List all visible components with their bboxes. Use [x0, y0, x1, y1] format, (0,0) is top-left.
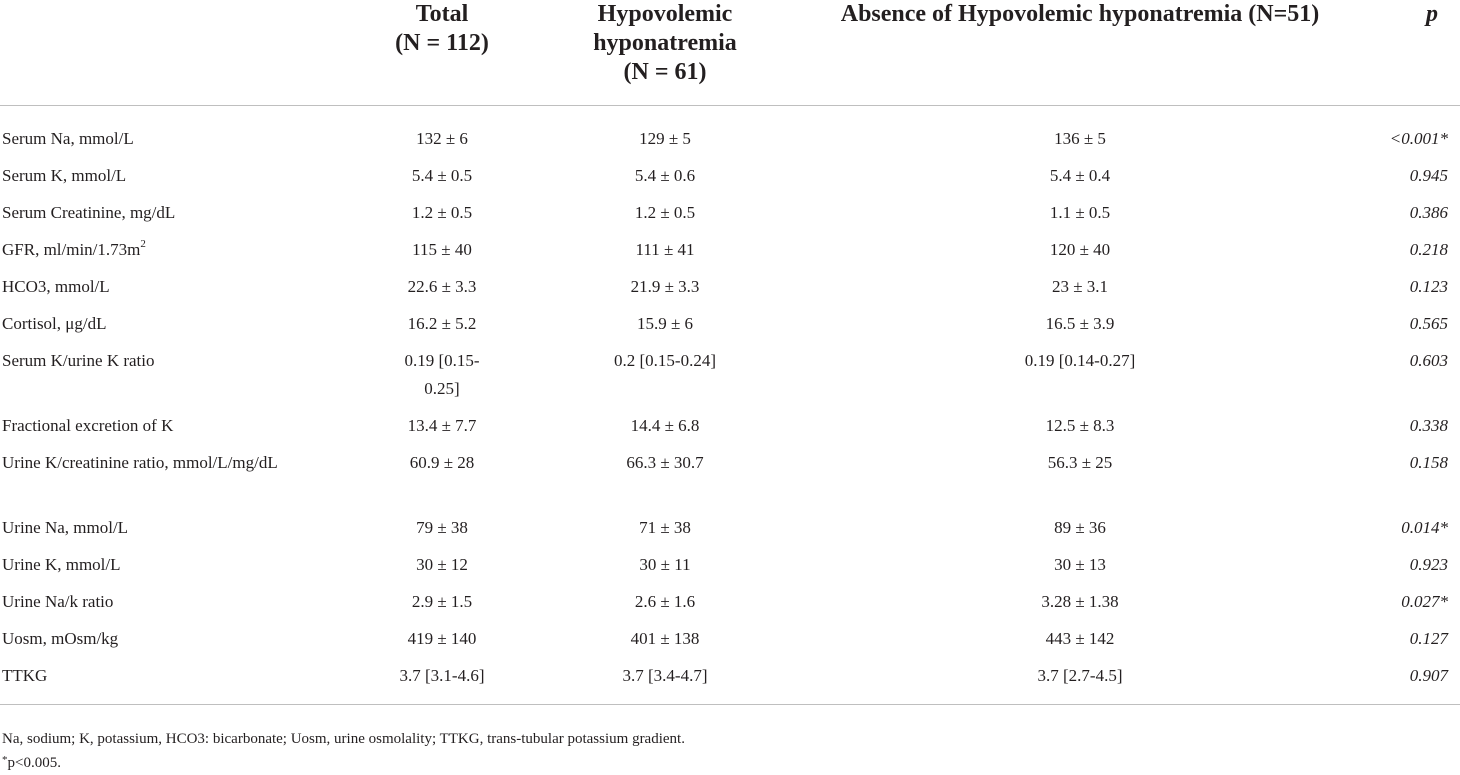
cell-total — [342, 449, 542, 514]
cell-hypovolemic-value: 5.4 ± 0.6 — [634, 166, 696, 185]
cell-total — [342, 199, 542, 236]
row-label — [0, 199, 342, 236]
table-row — [0, 310, 1460, 347]
cell-total-value: 3.7 [3.1-4.6] — [399, 666, 485, 685]
header-row — [0, 0, 1460, 106]
cell-absence — [788, 273, 1372, 310]
table-row — [0, 273, 1460, 310]
table-row — [0, 199, 1460, 236]
cell-p-value: 0.218 — [1409, 240, 1448, 259]
header-absence: Absence of Hypovolemic hyponatremia (N=51) — [788, 0, 1372, 106]
header-total-n: (N = 112) — [395, 30, 489, 56]
cell-total-value: 419 ± 140 — [407, 629, 477, 648]
table-row — [0, 412, 1460, 449]
cell-absence — [788, 162, 1372, 199]
row-label — [0, 662, 342, 705]
cell-absence-value: 3.7 [2.7-4.5] — [1037, 666, 1123, 685]
cell-total — [342, 662, 542, 705]
row-label — [0, 310, 342, 347]
row-label — [0, 625, 342, 662]
row-label-text: Cortisol, μg/dL — [2, 314, 107, 333]
cell-absence — [788, 106, 1372, 163]
cell-p-value: <0.001* — [1389, 129, 1448, 148]
cell-hypovolemic-value: 111 ± 41 — [635, 240, 695, 259]
cell-hypovolemic — [542, 273, 788, 310]
cell-total — [342, 162, 542, 199]
cell-absence — [788, 625, 1372, 662]
table-row — [0, 162, 1460, 199]
cell-hypovolemic-value: 15.9 ± 6 — [636, 314, 694, 333]
row-label-text: TTKG — [2, 666, 48, 685]
cell-total-value: 2.9 ± 1.5 — [411, 592, 473, 611]
cell-hypovolemic-value: 401 ± 138 — [630, 629, 700, 648]
table-row — [0, 551, 1460, 588]
cell-absence — [788, 662, 1372, 705]
cell-absence-value: 136 ± 5 — [1054, 129, 1106, 148]
row-label-text: GFR, ml/min/1.73m — [2, 240, 141, 259]
cell-absence — [788, 310, 1372, 347]
cell-total — [342, 347, 542, 412]
cell-absence-value: 0.19 [0.14-0.27] — [1024, 351, 1136, 370]
cell-p-value: 0.014* — [1401, 518, 1448, 537]
table-header — [0, 0, 1460, 106]
cell-p-value: 0.158 — [1409, 453, 1448, 472]
cell-absence-value: 23 ± 3.1 — [1051, 277, 1109, 296]
table-row — [0, 106, 1460, 163]
row-label — [0, 236, 342, 273]
row-label — [0, 551, 342, 588]
cell-total-value: 115 ± 40 — [412, 240, 472, 259]
table-row — [0, 588, 1460, 625]
cell-hypovolemic-value: 0.2 [0.15-0.24] — [614, 351, 716, 370]
cell-p-value: 0.923 — [1409, 555, 1448, 574]
cell-absence-value: 5.4 ± 0.4 — [1049, 166, 1111, 185]
row-label-text: Uosm, mOsm/kg — [2, 629, 119, 648]
cell-p-value: 0.386 — [1409, 203, 1448, 222]
row-label — [0, 514, 342, 551]
row-label — [0, 588, 342, 625]
row-label-text: Urine K, mmol/L — [2, 555, 121, 574]
table-row — [0, 449, 1460, 514]
table-footnotes — [2, 727, 685, 775]
cell-absence — [788, 514, 1372, 551]
row-label-superscript: 2 — [140, 238, 146, 251]
cell-absence-value: 89 ± 36 — [1054, 518, 1106, 537]
cell-hypovolemic — [542, 162, 788, 199]
cell-hypovolemic-value: 129 ± 5 — [639, 129, 691, 148]
row-label — [0, 412, 342, 449]
table-row — [0, 514, 1460, 551]
cell-absence-value: 56.3 ± 25 — [1047, 453, 1113, 472]
cell-hypovolemic — [542, 106, 788, 163]
table-row — [0, 347, 1460, 412]
table-row — [0, 662, 1460, 705]
footnote-significance-text: p<0.005. — [7, 755, 61, 771]
cell-total — [342, 310, 542, 347]
cell-hypovolemic-value: 21.9 ± 3.3 — [630, 277, 700, 296]
cell-hypovolemic-value: 1.2 ± 0.5 — [634, 203, 696, 222]
cell-absence-value: 16.5 ± 3.9 — [1045, 314, 1115, 333]
cell-hypovolemic — [542, 236, 788, 273]
cell-hypovolemic — [542, 347, 788, 412]
cell-p-value: 0.127 — [1409, 629, 1448, 648]
header-hypovolemic-n: (N = 61) — [623, 59, 707, 85]
cell-total-value: 60.9 ± 28 — [409, 453, 475, 472]
cell-hypovolemic-value: 71 ± 38 — [639, 518, 691, 537]
cell-absence — [788, 199, 1372, 236]
cell-hypovolemic — [542, 625, 788, 662]
row-label — [0, 347, 342, 412]
footnote-star: * — [2, 754, 8, 766]
cell-p-value: 0.907 — [1372, 662, 1460, 705]
cell-total-value: 1.2 ± 0.5 — [411, 203, 473, 222]
cell-total — [342, 412, 542, 449]
cell-absence — [788, 236, 1372, 273]
cell-p-value: 0.027* — [1401, 592, 1448, 611]
cell-hypovolemic-value: 3.7 [3.4-4.7] — [622, 666, 708, 685]
header-hypovolemic-title-1: Hypovolemic — [597, 1, 733, 27]
cell-total-value: 5.4 ± 0.5 — [411, 166, 473, 185]
cell-hypovolemic-value: 30 ± 11 — [639, 555, 691, 574]
cell-hypovolemic — [542, 588, 788, 625]
header-total — [342, 0, 542, 106]
cell-total-value: 79 ± 38 — [416, 518, 468, 537]
table-row — [0, 236, 1460, 273]
cell-p-value: 0.338 — [1409, 416, 1448, 435]
cell-total — [342, 625, 542, 662]
cell-total — [342, 514, 542, 551]
cell-hypovolemic — [542, 662, 788, 705]
footnote-significance — [2, 751, 685, 775]
table-body — [0, 106, 1460, 705]
cell-absence-value: 443 ± 142 — [1045, 629, 1115, 648]
header-hypovolemic — [542, 0, 788, 106]
cell-hypovolemic-value: 2.6 ± 1.6 — [634, 592, 696, 611]
cell-hypovolemic — [542, 449, 788, 514]
cell-hypovolemic — [542, 412, 788, 449]
header-label — [0, 0, 342, 106]
cell-total — [342, 273, 542, 310]
cell-absence — [788, 347, 1372, 412]
cell-absence-value: 120 ± 40 — [1049, 240, 1111, 259]
cell-total-value: 16.2 ± 5.2 — [407, 314, 477, 333]
row-label-text: Serum K/urine K ratio — [2, 351, 155, 370]
row-label — [0, 106, 342, 163]
cell-total-value: 22.6 ± 3.3 — [407, 277, 477, 296]
cell-absence-value: 30 ± 13 — [1054, 555, 1106, 574]
row-label-text: Serum K, mmol/L — [2, 166, 127, 185]
cell-absence — [788, 588, 1372, 625]
cell-absence — [788, 551, 1372, 588]
header-total-title: Total — [415, 1, 469, 27]
row-label-text: HCO3, mmol/L — [2, 277, 110, 296]
cell-hypovolemic — [542, 199, 788, 236]
header-hypovolemic-title-2: hyponatremia — [593, 30, 737, 56]
row-label-text: Urine Na, mmol/L — [2, 518, 129, 537]
cell-hypovolemic — [542, 514, 788, 551]
cell-absence-value: 1.1 ± 0.5 — [1049, 203, 1111, 222]
cell-absence — [788, 412, 1372, 449]
row-label — [0, 273, 342, 310]
cell-absence-value: 12.5 ± 8.3 — [1045, 416, 1115, 435]
row-label — [0, 162, 342, 199]
cell-absence — [788, 449, 1372, 514]
cell-p-value: 0.123 — [1409, 277, 1448, 296]
cell-total — [342, 236, 542, 273]
cell-hypovolemic — [542, 551, 788, 588]
cell-total — [342, 106, 542, 163]
row-label — [0, 449, 342, 514]
cell-hypovolemic-value: 14.4 ± 6.8 — [630, 416, 700, 435]
cell-hypovolemic-value: 66.3 ± 30.7 — [626, 453, 704, 472]
header-p-value: p — [1372, 0, 1460, 106]
cell-absence-value: 3.28 ± 1.38 — [1041, 592, 1119, 611]
row-label-text: Serum Creatinine, mg/dL — [2, 203, 176, 222]
table-row — [0, 625, 1460, 662]
row-label-text: Fractional excretion of K — [2, 416, 174, 435]
cell-p-value: 0.565 — [1409, 314, 1448, 333]
cell-total-value: 132 ± 6 — [416, 129, 468, 148]
cell-hypovolemic — [542, 310, 788, 347]
cell-total — [342, 551, 542, 588]
cell-total-value: 0.19 [0.15-0.25] — [404, 351, 480, 398]
footnote-abbreviations: Na, sodium; K, potassium, HCO3: bicarbonate; Uosm, urine osmolality; TTKG, trans-tubular potassium gradient. — [2, 731, 685, 747]
cell-total-value: 30 ± 12 — [416, 555, 468, 574]
cell-p-value: 0.603 — [1409, 351, 1448, 370]
row-label-text: Serum Na, mmol/L — [2, 129, 134, 148]
row-label-text: Urine K/creatinine ratio, mmol/L/mg/dL — [2, 453, 278, 472]
row-label-text: Urine Na/k ratio — [2, 592, 114, 611]
cell-p-value: 0.945 — [1409, 166, 1448, 185]
cell-total-value: 13.4 ± 7.7 — [407, 416, 477, 435]
cell-total — [342, 588, 542, 625]
